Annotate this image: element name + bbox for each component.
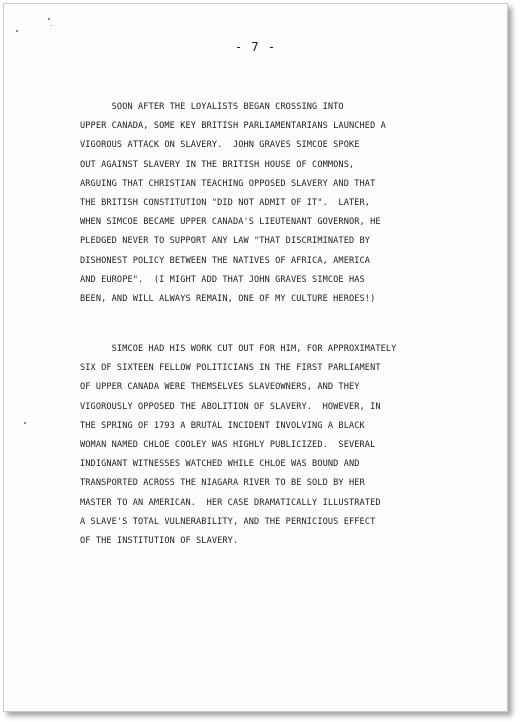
- text-line: THE SPRING OF 1793 A BRUTAL INCIDENT INVOLVING A BLACK: [80, 420, 365, 431]
- text-line: A SLAVE'S TOTAL VULNERABILITY, AND THE PERNICIOUS EFFECT: [80, 516, 376, 527]
- page-number: - 7 -: [234, 40, 277, 54]
- text-line: THE BRITISH CONSTITUTION "DID NOT ADMIT OF IT". LATER,: [80, 198, 371, 209]
- text-line: SOON AFTER THE LOYALISTS BEGAN CROSSING INTO: [80, 102, 344, 112]
- text-line: WHEN SIMCOE BECAME UPPER CANADA'S LIEUTENANT GOVERNOR, HE: [80, 217, 381, 228]
- document-page: [3, 3, 508, 712]
- text-line: INDIGNANT WITNESSES WATCHED WHILE CHLOE WAS BOUND AND: [80, 459, 360, 470]
- text-line: UPPER CANADA, SOME KEY BRITISH PARLIAMENTARIANS LAUNCHED A: [80, 121, 386, 132]
- text-line: OF UPPER CANADA WERE THEMSELVES SLAVEOWNERS, AND THEY: [80, 382, 360, 393]
- paragraph-1: [80, 98, 480, 309]
- text-line: BEEN, AND WILL ALWAYS REMAIN, ONE OF MY CULTURE HEROES!): [80, 294, 376, 305]
- text-line: VIGOROUS ATTACK ON SLAVERY. JOHN GRAVES SIMCOE SPOKE: [80, 140, 360, 151]
- paper-speck: [24, 422, 26, 424]
- text-line: VIGOROUSLY OPPOSED THE ABOLITION OF SLAVERY. HOWEVER, IN: [80, 401, 381, 412]
- text-line: WOMAN NAMED CHLOE COOLEY WAS HIGHLY PUBLICIZED. SEVERAL: [80, 440, 376, 451]
- text-line: OUT AGAINST SLAVERY IN THE BRITISH HOUSE OF COMMONS,: [80, 159, 355, 170]
- paragraph-2: [80, 340, 480, 551]
- text-line: DISHONEST POLICY BETWEEN THE NATIVES OF AFRICA, AMERICA: [80, 255, 371, 266]
- text-line: TRANSPORTED ACROSS THE NIAGARA RIVER TO BE SOLD BY HER: [80, 478, 365, 489]
- text-line: PLEDGED NEVER TO SUPPORT ANY LAW "THAT DISCRIMINATED BY: [80, 236, 371, 247]
- paper-speck: [16, 30, 18, 32]
- text-line: SIMCOE HAD HIS WORK CUT OUT FOR HIM, FOR APPROXIMATELY: [80, 344, 397, 354]
- paper-speck: [51, 25, 52, 26]
- paper-speck: [48, 18, 50, 20]
- text-line: SIX OF SIXTEEN FELLOW POLITICIANS IN THE FIRST PARLIAMENT: [80, 363, 381, 374]
- text-line: MASTER TO AN AMERICAN. HER CASE DRAMATICALLY ILLUSTRATED: [80, 497, 381, 508]
- text-line: OF THE INSTITUTION OF SLAVERY.: [80, 536, 239, 547]
- text-line: ARGUING THAT CHRISTIAN TEACHING OPPOSED SLAVERY AND THAT: [80, 178, 376, 189]
- text-line: AND EUROPE". (I MIGHT ADD THAT JOHN GRAVES SIMCOE HAS: [80, 274, 365, 285]
